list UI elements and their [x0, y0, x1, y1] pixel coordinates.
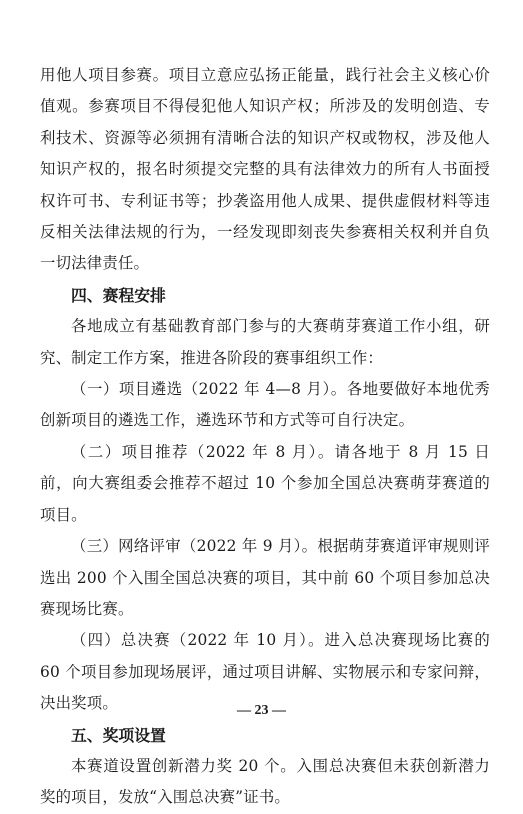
- schedule-intro: 各地成立有基础教育部门参与的大赛萌芽赛道工作小组，研究、制定工作方案，推进各阶段的赛事组织工作：: [40, 317, 490, 367]
- schedule-item: （四）总决赛（2022 年 10 月）。进入总决赛现场比赛的 60 个项目参加现场展评，通过项目讲解、实物展示和专家问辩，决出奖项。: [40, 631, 490, 713]
- intro-paragraph: 用他人项目参赛。项目立意应弘扬正能量，践行社会主义核心价值观。参赛项目不得侵犯他人知识产权；所涉及的发明创造、专利技术、资源等必须拥有清晰合法的知识产权或物权，涉及他人知识产权的，报名时须提交完整的具有法律效力的所有人书面授权许可书、专利证书等；抄袭盗用他人成果、提供虚假材料等违反相关法律法规的行为，一经发现即刻丧失参赛相关权利并自负一切法律责任。: [40, 66, 490, 273]
- schedule-item: （三）网络评审（2022 年 9 月）。根据萌芽赛道评审规则评选出 200 个入围全国总决赛的项目，其中前 60 个项目参加总决赛现场比赛。: [40, 537, 490, 618]
- section-heading-schedule: 四、赛程安排: [71, 285, 166, 305]
- section-heading-awards: 五、奖项设置: [71, 725, 166, 745]
- document-page: [40, 60, 490, 814]
- awards-paragraph: 本赛道设置创新潜力奖 20 个。入围总决赛但未获创新潜力奖的项目，发放“入围总决赛”证书。: [40, 756, 490, 807]
- schedule-item: （一）项目遴选（2022 年 4—8 月）。各地要做好本地优秀创新项目的遴选工作，遴选环节和方式等可自行决定。: [40, 380, 490, 430]
- page-number: — 23 —: [237, 703, 286, 718]
- schedule-item: （二）项目推荐（2022 年 8 月）。请各地于 8 月 15 日前，向大赛组委会推荐不超过 10 个参加全国总决赛萌芽赛道的项目。: [40, 442, 490, 524]
